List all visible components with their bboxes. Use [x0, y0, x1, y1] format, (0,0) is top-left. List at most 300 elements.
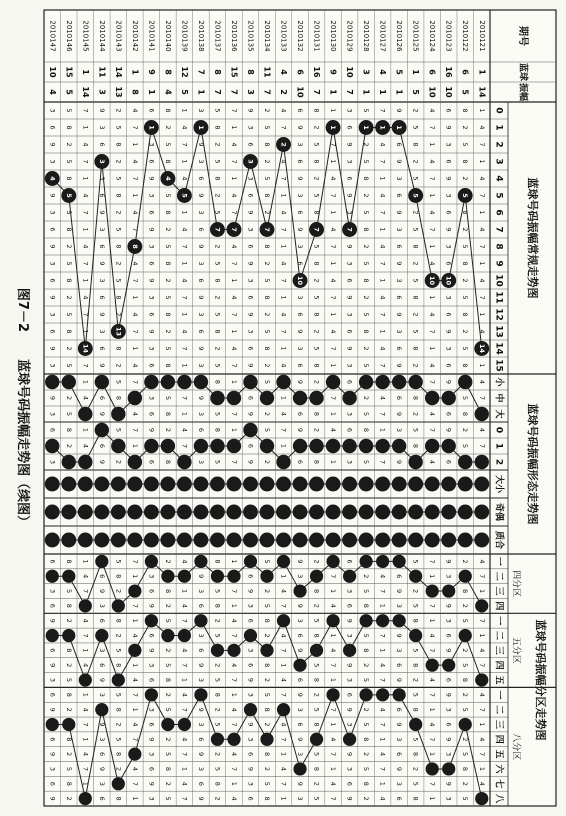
marker-pr [45, 533, 60, 548]
marker-f8 [112, 777, 125, 790]
omission-cell: 6 [48, 648, 57, 653]
marker-pr [94, 533, 109, 548]
marker-f4 [359, 555, 372, 568]
omission-cell: 1 [329, 459, 338, 465]
marker-label: 5 [461, 193, 470, 198]
omission-cell: 8 [362, 603, 371, 608]
omission-cell: 1 [81, 125, 90, 130]
omission-cell: 2 [213, 752, 222, 757]
marker-f5 [277, 614, 290, 627]
omission-cell: 5 [263, 125, 271, 130]
omission-cell: 6 [196, 737, 205, 742]
omission-cell: 3 [48, 677, 57, 683]
marker-f4 [277, 555, 290, 568]
omission-cell: 8 [213, 329, 222, 334]
omission-cell: 9 [48, 142, 57, 147]
marker-pr [309, 533, 324, 548]
omission-cell: 6 [296, 677, 305, 683]
omission-cell: 1 [428, 752, 437, 757]
omission-cell: 5 [362, 210, 371, 215]
omission-cell: 7 [130, 559, 139, 564]
omission-cell: 6 [147, 261, 156, 266]
omission-cell: 9 [444, 379, 453, 385]
omission-cell: 3 [48, 261, 57, 266]
omission-cell: 7 [378, 210, 387, 215]
omission-cell: 2 [64, 395, 73, 401]
period-cell: 2010139 [180, 20, 189, 52]
marker-label: 7 [345, 227, 354, 232]
omission-cell: 1 [229, 379, 238, 385]
omission-cell: 3 [444, 346, 453, 351]
omission-cell: 4 [279, 159, 288, 164]
omission-cell: 4 [428, 633, 437, 638]
omission-cell: 3 [196, 363, 205, 368]
omission-cell: 9 [147, 278, 156, 283]
marker-s [260, 391, 274, 405]
omission-cell: 5 [362, 312, 371, 317]
omission-cell: 4 [130, 722, 139, 727]
omission-cell: 6 [97, 796, 106, 801]
period-cell: 2010144 [97, 20, 106, 52]
marker-oe [227, 505, 242, 520]
omission-cell: 1 [477, 363, 486, 368]
omission-cell: 8 [114, 193, 123, 198]
omission-cell: 7 [180, 346, 189, 351]
omission-cell: 9 [147, 427, 156, 433]
omission-cell: 5 [213, 363, 222, 368]
omission-cell: 5 [362, 363, 371, 368]
omission-cell: 6 [395, 796, 404, 801]
omission-cell: 9 [444, 603, 453, 608]
omission-cell: 9 [196, 346, 205, 351]
omission-cell: 8 [163, 588, 172, 594]
omission-cell: 5 [312, 193, 321, 198]
omission-cell: 5 [312, 618, 321, 623]
omission-cell: 2 [114, 159, 123, 164]
omission-cell: 3 [48, 159, 57, 164]
marker-s [442, 391, 456, 405]
amplitude-value-cell: 1 [394, 89, 404, 95]
omission-cell: 9 [444, 227, 453, 232]
marker-f4 [343, 570, 356, 583]
omission-cell: 4 [329, 427, 338, 433]
omission-cell: 7 [279, 329, 288, 334]
omission-cell: 7 [477, 663, 486, 668]
omission-cell: 6 [196, 329, 205, 334]
marker-pr [375, 533, 390, 548]
omission-cell: 3 [196, 312, 205, 317]
marker-label: 14 [477, 343, 486, 354]
omission-cell: 2 [411, 411, 420, 417]
five-zone-label: 三 [493, 645, 504, 655]
omission-cell: 3 [147, 142, 156, 147]
marker-f5 [326, 614, 339, 627]
omission-cell: 3 [196, 159, 205, 164]
omission-cell: 1 [130, 193, 139, 198]
omission-cell: 1 [428, 574, 437, 579]
omission-cell: 2 [461, 781, 470, 786]
omission-cell: 9 [395, 312, 404, 317]
omission-cell: 9 [48, 796, 57, 801]
omission-cell: 3 [48, 108, 57, 113]
omission-cell: 4 [279, 411, 288, 417]
omission-cell: 3 [296, 752, 305, 757]
marker-r [309, 439, 323, 453]
marker-label: 10 [296, 275, 305, 286]
omission-cell: 6 [147, 210, 156, 215]
omission-cell: 7 [279, 427, 288, 433]
marker-f8 [79, 792, 92, 805]
omission-cell: 1 [329, 677, 338, 683]
marker-pr [458, 533, 473, 548]
omission-cell: 1 [428, 142, 437, 147]
omission-cell: 6 [48, 603, 57, 608]
omission-cell: 5 [312, 142, 321, 147]
omission-cell: 9 [48, 346, 57, 351]
marker-label: 5 [180, 193, 189, 198]
omission-cell: 8 [411, 346, 420, 351]
size-column-label: 小 [493, 377, 504, 387]
omission-cell: 1 [229, 427, 238, 433]
header-period: 期号 [517, 26, 528, 46]
omission-cell: 4 [477, 648, 486, 653]
omission-cell: 5 [163, 346, 172, 351]
omission-cell: 8 [163, 459, 172, 465]
omission-cell: 4 [428, 722, 437, 727]
omission-cell: 4 [229, 142, 238, 147]
amplitude-column-label: 13 [493, 325, 504, 338]
period-cell: 2010141 [147, 20, 156, 52]
amplitude-column-label: 14 [493, 342, 504, 355]
omission-cell: 4 [329, 329, 338, 334]
amplitude-column-label: 4 [493, 175, 504, 182]
amplitude-column-label: 7 [493, 226, 504, 233]
omission-cell: 2 [362, 142, 371, 147]
omission-cell: 2 [263, 159, 271, 164]
omission-cell: 1 [279, 295, 288, 300]
omission-cell: 3 [196, 210, 205, 215]
marker-pr [78, 533, 93, 548]
marker-r [161, 439, 175, 453]
omission-cell: 4 [180, 737, 189, 742]
omission-cell: 1 [81, 692, 90, 697]
omission-cell: 3 [444, 707, 453, 712]
omission-cell: 5 [114, 125, 123, 130]
marker-bs [127, 477, 142, 492]
omission-cell: 5 [411, 781, 420, 786]
amplitude-column-label: 2 [493, 141, 504, 148]
omission-cell: 6 [246, 663, 255, 668]
omission-cell: 4 [378, 707, 387, 712]
marker-oe [458, 505, 473, 520]
omission-cell: 6 [246, 193, 255, 198]
omission-cell: 8 [64, 227, 73, 232]
omission-cell: 6 [97, 346, 106, 351]
omission-cell: 7 [81, 766, 90, 772]
omission-cell: 7 [229, 766, 238, 772]
marker-bs [111, 477, 126, 492]
omission-cell: 2 [411, 588, 420, 594]
omission-cell: 1 [229, 781, 238, 786]
omission-cell: 9 [395, 210, 404, 215]
omission-cell: 8 [411, 142, 420, 147]
marker-f5 [244, 629, 257, 642]
omission-cell: 2 [64, 244, 73, 249]
omission-cell: 6 [395, 346, 404, 351]
omission-cell: 5 [163, 295, 172, 300]
marker-f5 [343, 644, 356, 657]
omission-cell: 7 [329, 574, 338, 579]
omission-cell: 9 [296, 737, 305, 742]
omission-cell: 3 [97, 227, 106, 232]
blue-value-cell: 16 [312, 66, 322, 78]
omission-cell: 9 [97, 312, 106, 317]
blue-value-cell: 14 [113, 66, 123, 78]
omission-cell: 6 [147, 633, 156, 638]
omission-cell: 4 [477, 559, 486, 564]
omission-cell: 5 [163, 752, 172, 757]
marker-pr [61, 533, 76, 548]
omission-cell: 2 [461, 737, 470, 742]
omission-cell: 1 [378, 176, 387, 181]
omission-cell: 3 [48, 766, 57, 772]
omission-cell: 2 [461, 427, 470, 433]
marker-s [342, 391, 356, 405]
amplitude-value-cell: 5 [411, 89, 421, 95]
omission-cell: 9 [196, 574, 205, 579]
marker-f8 [194, 688, 207, 701]
omission-cell: 1 [428, 193, 437, 198]
marker-f8 [293, 762, 306, 775]
omission-cell: 6 [296, 459, 305, 465]
marker-f5 [293, 659, 306, 672]
omission-cell: 1 [329, 210, 338, 215]
omission-cell: 7 [279, 125, 288, 130]
omission-cell: 7 [130, 781, 139, 786]
omission-cell: 5 [362, 766, 371, 772]
omission-cell: 3 [345, 459, 354, 465]
omission-cell: 4 [329, 176, 338, 181]
omission-cell: 2 [213, 663, 222, 668]
blue-value-cell: 9 [146, 69, 156, 75]
omission-cell: 9 [444, 737, 453, 742]
period-cell: 2010133 [279, 20, 288, 52]
omission-cell: 2 [362, 707, 371, 712]
omission-cell: 2 [64, 443, 73, 449]
omission-cell: 4 [130, 677, 139, 683]
marker-r [128, 455, 142, 469]
omission-cell: 2 [461, 603, 470, 608]
omission-cell: 9 [196, 663, 205, 668]
omission-cell: 9 [345, 142, 354, 147]
omission-cell: 3 [296, 193, 305, 198]
road-column-label: 1 [493, 442, 504, 450]
omission-cell: 7 [329, 663, 338, 668]
omission-cell: 6 [296, 108, 305, 113]
omission-cell: 5 [461, 618, 470, 623]
omission-cell: 9 [97, 459, 106, 465]
period-cell: 2010121 [477, 20, 486, 52]
omission-cell: 5 [263, 379, 271, 385]
omission-cell: 4 [180, 559, 189, 564]
omission-cell: 6 [345, 329, 354, 334]
omission-cell: 1 [329, 766, 338, 772]
omission-cell: 3 [147, 295, 156, 300]
omission-cell: 8 [312, 261, 321, 266]
omission-cell: 1 [81, 427, 90, 433]
marker-f4 [409, 570, 422, 583]
omission-cell: 6 [196, 603, 205, 608]
marker-pr [210, 533, 225, 548]
marker-f4 [145, 555, 158, 568]
omission-cell: 5 [163, 142, 172, 147]
marker-label: 1 [378, 125, 387, 130]
omission-cell: 7 [180, 796, 189, 801]
period-cell: 2010140 [163, 20, 172, 52]
omission-cell: 2 [411, 363, 420, 368]
zone-title-four: 四分区 [510, 570, 521, 598]
omission-cell: 5 [64, 312, 73, 317]
omission-cell: 7 [130, 379, 139, 385]
omission-cell: 8 [163, 677, 172, 683]
omission-cell: 8 [362, 278, 371, 283]
omission-cell: 5 [213, 108, 222, 113]
marker-r [475, 455, 489, 469]
omission-cell: 7 [428, 692, 437, 697]
period-cell: 2010134 [263, 20, 271, 52]
omission-cell: 1 [428, 295, 437, 300]
amplitude-value-cell: 7 [212, 89, 222, 95]
omission-cell: 3 [296, 244, 305, 249]
omission-cell: 3 [296, 346, 305, 351]
omission-cell: 1 [477, 210, 486, 215]
omission-cell: 8 [163, 312, 172, 317]
omission-cell: 4 [477, 176, 486, 181]
omission-cell: 9 [246, 411, 255, 417]
omission-cell: 1 [428, 244, 437, 249]
omission-cell: 9 [444, 125, 453, 130]
marker-s [95, 375, 109, 389]
omission-cell: 6 [444, 633, 453, 638]
marker-s [243, 375, 257, 389]
omission-cell: 2 [362, 395, 371, 401]
omission-cell: 4 [81, 395, 90, 401]
omission-cell: 3 [97, 781, 106, 786]
omission-cell: 6 [395, 193, 404, 198]
omission-cell: 6 [97, 574, 106, 579]
blue-value-cell: 4 [279, 69, 289, 75]
amplitude-value-cell: 2 [279, 89, 289, 95]
omission-cell: 6 [395, 142, 404, 147]
marker-oe [342, 505, 357, 520]
omission-cell: 8 [263, 244, 271, 249]
omission-cell: 9 [296, 329, 305, 334]
omission-cell: 2 [163, 648, 172, 653]
omission-cell: 2 [64, 707, 73, 712]
omission-cell: 4 [378, 346, 387, 351]
marker-label: 4 [48, 176, 57, 181]
omission-cell: 5 [163, 193, 172, 198]
omission-cell: 4 [229, 244, 238, 249]
omission-cell: 7 [180, 618, 189, 623]
marker-bs [441, 477, 456, 492]
omission-cell: 8 [213, 692, 222, 697]
omission-cell: 1 [378, 603, 387, 608]
omission-cell: 3 [196, 261, 205, 266]
omission-cell: 9 [48, 395, 57, 401]
omission-cell: 1 [378, 781, 387, 786]
omission-cell: 2 [163, 125, 172, 130]
marker-f8 [260, 733, 273, 746]
omission-cell: 3 [196, 588, 205, 594]
omission-cell: 8 [362, 427, 371, 433]
omission-cell: 5 [263, 603, 271, 608]
marker-bs [392, 477, 407, 492]
marker-f8 [359, 688, 372, 701]
omission-cell: 4 [279, 766, 288, 772]
marker-f5 [227, 644, 240, 657]
omission-cell: 5 [411, 427, 420, 433]
eight-zone-label: 一 [493, 690, 504, 700]
omission-cell: 5 [312, 752, 321, 757]
omission-cell: 7 [229, 459, 238, 465]
marker-s [45, 375, 59, 389]
omission-cell: 8 [114, 618, 123, 623]
omission-cell: 6 [296, 363, 305, 368]
omission-cell: 7 [229, 363, 238, 368]
omission-cell: 8 [114, 142, 123, 147]
omission-cell: 9 [395, 261, 404, 266]
omission-cell: 5 [163, 395, 172, 401]
marker-f5 [376, 614, 389, 627]
marker-bs [276, 477, 291, 492]
omission-cell: 9 [147, 737, 156, 742]
amplitude-value-cell: 7 [229, 89, 239, 95]
marker-s [475, 407, 489, 421]
omission-cell: 7 [81, 588, 90, 594]
marker-pr [260, 533, 275, 548]
omission-cell: 7 [279, 603, 288, 608]
omission-cell: 1 [477, 588, 486, 594]
omission-cell: 4 [477, 329, 486, 334]
marker-label: 1 [196, 125, 205, 130]
marker-label: 3 [246, 159, 255, 164]
omission-cell: 6 [147, 108, 156, 113]
omission-cell: 4 [428, 108, 437, 113]
omission-cell: 4 [378, 395, 387, 401]
marker-f8 [161, 718, 174, 731]
marker-r [392, 439, 406, 453]
amplitude-column-label: 11 [493, 291, 504, 304]
marker-r [177, 455, 191, 469]
omission-cell: 9 [147, 227, 156, 232]
omission-cell: 6 [296, 633, 305, 638]
omission-cell: 8 [114, 663, 123, 668]
omission-cell: 4 [229, 346, 238, 351]
omission-cell: 2 [263, 677, 271, 683]
omission-cell: 7 [180, 707, 189, 712]
omission-cell: 4 [130, 766, 139, 772]
amplitude-value-cell: 3 [245, 89, 255, 95]
amplitude-column-label: 15 [493, 359, 504, 372]
omission-cell: 2 [213, 796, 222, 801]
marker-oe [375, 505, 390, 520]
marker-s [359, 375, 373, 389]
omission-cell: 1 [229, 559, 238, 564]
marker-f5 [161, 629, 174, 642]
omission-cell: 7 [428, 427, 437, 433]
omission-cell: 1 [229, 692, 238, 697]
